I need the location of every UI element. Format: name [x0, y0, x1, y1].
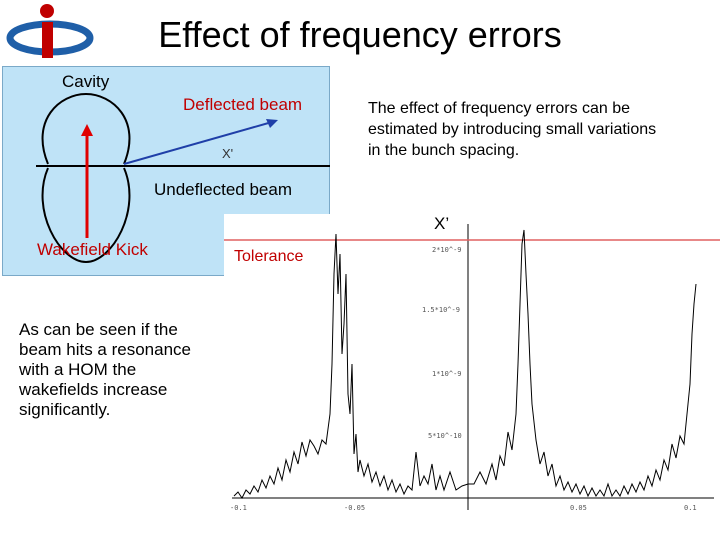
- y-tick-label: 2*10^-9: [432, 246, 462, 254]
- x-tick-label: 0.1: [684, 504, 697, 512]
- x-prime-diagram-label: X': [222, 146, 234, 161]
- deflected-beam-line: [124, 122, 272, 164]
- cavity-label: Cavity: [62, 72, 110, 91]
- slide-title: Effect of frequency errors: [158, 14, 562, 55]
- wakefield-kick-arrowhead: [81, 124, 93, 136]
- y-tick-label: 1.5*10^-9: [422, 306, 460, 314]
- x-prime-plot-label: X’: [434, 214, 450, 233]
- x-tick-label: -0.05: [344, 504, 366, 512]
- x-tick-label: -0.1: [230, 504, 247, 512]
- y-tick-label: 1*10^-9: [432, 370, 462, 378]
- undeflected-beam-label: Undeflected beam: [154, 180, 292, 199]
- wakefield-kick-label: Wakefield Kick: [37, 240, 148, 259]
- deflected-beam-label: Deflected beam: [183, 95, 303, 114]
- wakefield-trace: [234, 230, 696, 498]
- resonance-description: As can be seen if the beam hits a resonance with a HOM the wakefields increase significantly.: [19, 320, 191, 419]
- tolerance-label: Tolerance: [234, 248, 304, 265]
- effect-description: The effect of frequency errors can be estimated by introducing small variations in the bunch spacing.: [368, 100, 657, 159]
- y-tick-label: 5*10^-10: [428, 432, 462, 440]
- x-tick-label: 0.05: [570, 504, 587, 512]
